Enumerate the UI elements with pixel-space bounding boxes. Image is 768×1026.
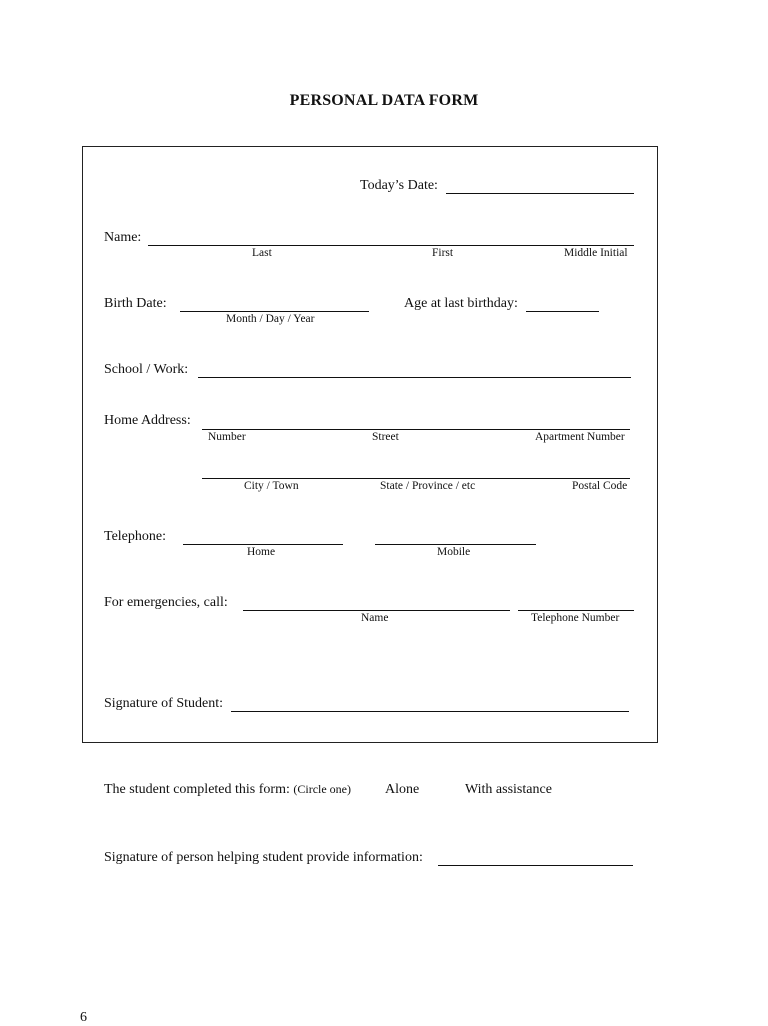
telephone-mobile-field[interactable] [375, 544, 536, 545]
circle-one-note: (Circle one) [293, 782, 351, 796]
address-city-caption: City / Town [244, 480, 299, 492]
name-label: Name: [104, 230, 142, 245]
school-work-label: School / Work: [104, 362, 189, 377]
address-line-1-field[interactable] [202, 429, 630, 430]
todays-date-field[interactable] [446, 193, 634, 194]
age-field[interactable] [526, 311, 599, 312]
birth-date-label: Birth Date: [104, 296, 167, 311]
completed-label [104, 782, 351, 798]
age-label: Age at last birthday: [404, 296, 518, 311]
telephone-mobile-caption: Mobile [437, 546, 471, 558]
name-last-caption: Last [252, 247, 272, 259]
address-state-caption: State / Province / etc [380, 480, 476, 492]
emergency-name-field[interactable] [243, 610, 510, 611]
name-middle-caption: Middle Initial [564, 247, 628, 259]
address-postal-caption: Postal Code [572, 480, 628, 492]
todays-date-label: Today’s Date: [360, 178, 438, 193]
address-apartment-caption: Apartment Number [535, 431, 625, 443]
emergency-phone-field[interactable] [518, 610, 634, 611]
option-alone[interactable]: Alone [385, 782, 420, 797]
birth-date-caption: Month / Day / Year [226, 313, 315, 325]
school-work-field[interactable] [198, 377, 631, 378]
emergency-phone-caption: Telephone Number [531, 612, 620, 624]
address-number-caption: Number [208, 431, 246, 443]
helper-signature-field[interactable] [438, 865, 633, 866]
emergency-label: For emergencies, call: [104, 595, 228, 610]
student-signature-label: Signature of Student: [104, 696, 223, 711]
telephone-home-field[interactable] [183, 544, 343, 545]
form-box [82, 146, 658, 743]
telephone-home-caption: Home [247, 546, 276, 558]
completed-text: The student completed this form: [104, 782, 290, 797]
emergency-name-caption: Name [361, 612, 389, 624]
birth-date-field[interactable] [180, 311, 369, 312]
name-field[interactable] [148, 245, 634, 246]
helper-signature-label: Signature of person helping student provide information: [104, 850, 423, 865]
student-signature-field[interactable] [231, 711, 629, 712]
option-with-assistance[interactable]: With assistance [465, 782, 552, 797]
address-line-2-field[interactable] [202, 478, 630, 479]
page-number: 6 [80, 1010, 87, 1025]
name-first-caption: First [432, 247, 454, 259]
home-address-label: Home Address: [104, 413, 191, 428]
page-title: PERSONAL DATA FORM [289, 92, 479, 109]
telephone-label: Telephone: [104, 529, 166, 544]
address-street-caption: Street [372, 431, 399, 443]
